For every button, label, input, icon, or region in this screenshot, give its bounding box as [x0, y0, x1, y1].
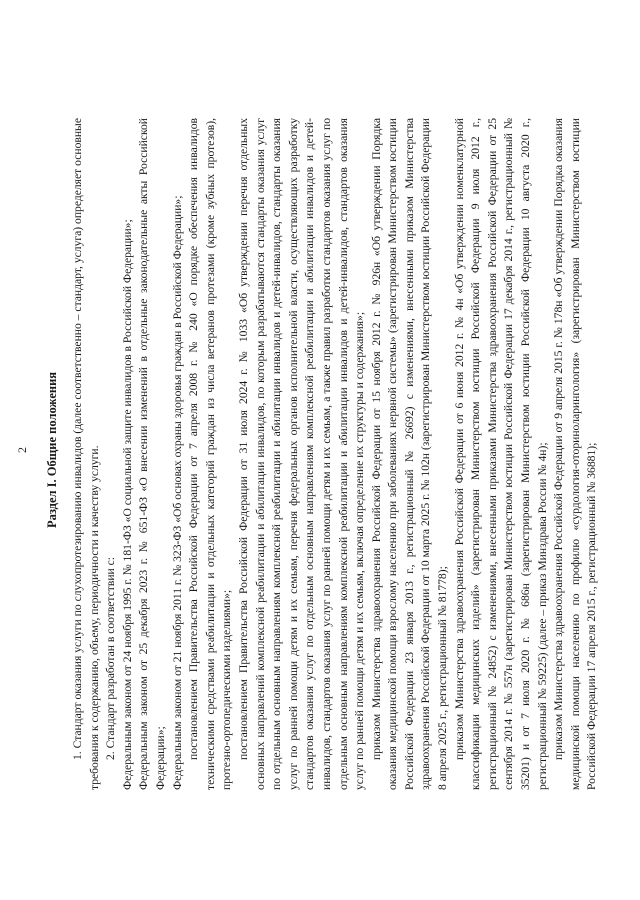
paragraph-decree-1033: постановлением Правительства Российской Федерации от 31 июля 2024 г. № 1033 «Об утверждении перечня отдельных основных направлений комплексной реабилитации и абилитации инвалидов, по которым разрабатываются стандарты оказания услуг по отдельным основным направлениям комплексной реабилитации и абилитации инвалидов и детей-инвалидов, стандарты оказания услуг по ранней помощи детям и их семьям, перечня федеральных органов исполнительной власти, осуществляющих разработку стандартов оказания услуг по отдельным основным направлениям комплексной реабилитации и абилитации инвалидов и детей-инвалидов, стандартов оказания услуг по ранней помощи детям и их семьям, а также правил разработки стандартов оказания услуг по отдельным основным направлениям комплексной реабилитации и абилитации инвалидов и детей-инвалидов, стандартов оказания услуг по ранней помощи детям и их семьям, включая определение их структуры и содержания»;: [236, 118, 367, 790]
document-body: [70, 118, 601, 790]
paragraph-law-181fz: Федеральным законом от 24 ноября 1995 г. № 181-ФЗ «О социальной защите инвалидов в Российской Федерации»;: [120, 219, 134, 790]
page-number: 2: [15, 447, 29, 453]
paragraph-order-178n: приказом Министерства здравоохранения Российской Федерации от 9 апреля 2015 г. № 178н «Об утверждении Порядка оказания медицинской помощи населению по профилю «сурдология-оториноларингология» (зарегистрирован Министерством юстиции Российской Федерации 17 апреля 2015 г., регистрационный № 36881);: [552, 118, 599, 790]
section-title: Раздел I. Общие положения: [45, 371, 59, 529]
paragraph-developed-per: 2. Стандарт разработан в соответствии с:: [104, 557, 118, 760]
paragraph-standard-purpose: 1. Стандарт оказания услуги по слухопротезированию инвалидов (далее соответственно – стандарт, услуга) определяет основные требования к содержанию, объему, периодичности и качеству услуги.: [71, 118, 101, 790]
paragraph-law-651fz: Федеральным законом от 25 декабря 2023 г. № 651-ФЗ «О внесении изменений в отдельные законодательные акты Российской Федерации»;: [137, 118, 167, 790]
paragraph-law-323fz: Федеральным законом от 21 ноября 2011 г. № 323-ФЗ «Об основах охраны здоровья граждан в Российской Федерации»;: [170, 195, 184, 790]
paragraph-order-926n: приказом Министерства здравоохранения Российской Федерации от 15 ноября 2012 г. № 926н «Об утверждении Порядка оказания медицинской помощи взрослому населению при заболеваниях нервной системы» (зарегистрирован Министерством юстиции Российской Федерации 23 января 2013 г., регистрационный № 26692) с изменениями, внесенными приказом Министерства здравоохранения Российской Федерации от 10 марта 2025 г. № 102н (зарегистрирован Министерством юстиции Российской Федерации 8 апреля 2025 г., регистрационный № 81778);: [369, 118, 450, 790]
paragraph-decree-240: постановлением Правительства Российской Федерации от 7 апреля 2008 г. № 240 «О порядке обеспечения инвалидов техническими средствами реабилитации и отдельных категорий граждан из числа ветеранов протезами (кроме зубных протезов), протезно-ортопедическими изделиями»;: [187, 118, 234, 790]
paragraph-order-4n: приказом Министерства здравоохранения Российской Федерации от 6 июня 2012 г. № 4н «Об утверждении номенклатурной классификации медицинских изделий» (зарегистрирован Министерством юстиции Российской Федерации 9 июля 2012 г., регистрационный № 24852) с изменениями, внесенными приказами Министерства здравоохранения Российской Федерации от 25 сентября 2014 г. № 557н (зарегистрирован Министерством юстиции Российской Федерации 17 декабря 2014 г., регистрационный № 35201) и от 7 июля 2020 г. № 686н (зарегистрирован Министерством юстиции Российской Федерации 10 августа 2020 г., регистрационный № 59225) (далее – приказ Минздрава России № 4н);: [452, 118, 549, 790]
